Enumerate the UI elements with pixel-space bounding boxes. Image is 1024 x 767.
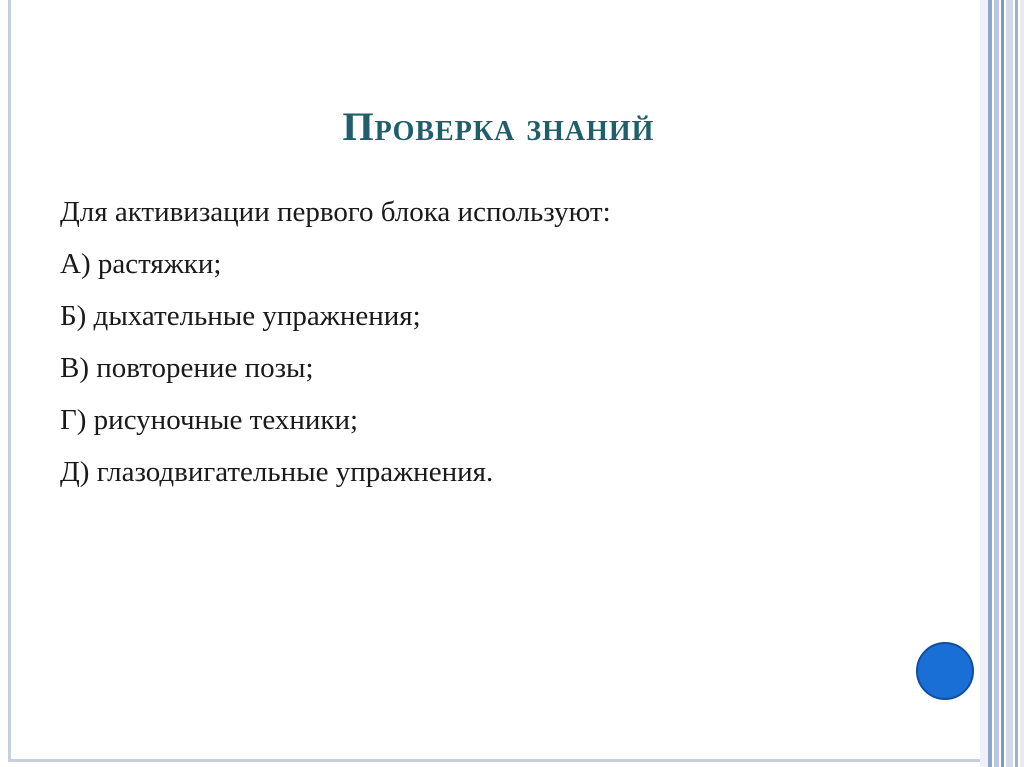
decor-stripe [1001,0,1004,767]
answer-option-v: В) повторение позы; [60,352,314,384]
answer-option-b: Б) дыхательные упражнения; [60,300,421,332]
answer-option-a: А) растяжки; [60,248,222,280]
decor-stripe [1020,0,1024,767]
decor-stripe [1015,0,1018,767]
answer-option-d: Д) глазодвигательные упражнения. [60,456,494,488]
decor-stripe [1006,0,1013,767]
slide-body [60,186,940,498]
slide-title: Проверка знаний [342,104,655,149]
answer-option-g: Г) рисуночные техники; [60,404,359,436]
question-text: Для активизации первого блока используют: [60,196,611,228]
decor-stripe [980,0,988,767]
decorative-circle-icon [916,642,974,700]
decor-stripe [994,0,999,767]
decor-stripe [988,0,992,767]
